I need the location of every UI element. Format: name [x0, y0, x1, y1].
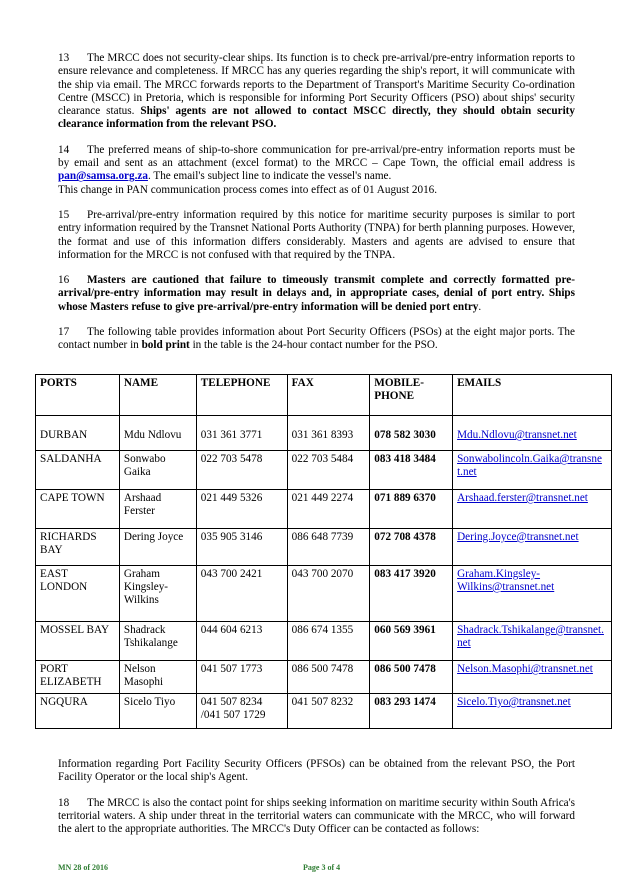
paragraph-text: The preferred means of ship-to-shore communication for pre-arrival/pre-entry information reports must be by email and sent as an attachment (excel format) to the MRCC – Cape Town, the official email address is — [58, 143, 575, 170]
telephone-cell: 043 700 2421 — [196, 566, 287, 622]
port-cell: EAST LONDON — [36, 566, 120, 622]
email-cell — [453, 529, 612, 566]
email-cell — [453, 451, 612, 490]
port-cell: RICHARDS BAY — [36, 529, 120, 566]
fax-cell: 022 703 5484 — [287, 451, 370, 490]
table-row — [36, 694, 612, 729]
table-row — [36, 566, 612, 622]
paragraph-14 — [58, 144, 575, 197]
port-cell: SALDANHA — [36, 451, 120, 490]
name-cell: Graham Kingsley-Wilkins — [119, 566, 196, 622]
telephone-cell: 022 703 5478 — [196, 451, 287, 490]
paragraph-text: The following table provides information about Port Security Officers (PSOs) at the eight major ports. The contact number in — [58, 326, 575, 352]
telephone-cell: 031 361 3771 — [196, 416, 287, 451]
pfso-note: Information regarding Port Facility Security Officers (PFSOs) can be obtained from the relevant PSO, the Port Facility Operator or the local ship's Agent. — [58, 758, 575, 784]
mobile-cell: 060 569 3961 — [370, 622, 453, 661]
port-cell: MOSSEL BAY — [36, 622, 120, 661]
paragraph-text: . The email's subject line to indicate the vessel's name. — [147, 170, 392, 183]
fax-cell: 086 674 1355 — [287, 622, 370, 661]
paragraph-number: 18 — [58, 796, 70, 809]
fax-cell: 086 648 7739 — [287, 529, 370, 566]
paragraph-15 — [58, 209, 575, 262]
telephone-cell: 044 604 6213 — [196, 622, 287, 661]
table-row — [36, 661, 612, 694]
email-cell — [453, 490, 612, 529]
paragraph-number: 17 — [58, 326, 70, 339]
paragraph-number: 15 — [58, 208, 70, 221]
port-cell: DURBAN — [36, 416, 120, 451]
name-cell: Arshaad Ferster — [119, 490, 196, 529]
column-header-ports: PORTS — [36, 375, 120, 416]
table-row — [36, 416, 612, 451]
paragraph-bold-text: bold print — [141, 339, 190, 352]
column-header-emails: EMAILS — [453, 375, 612, 416]
email-link[interactable]: Graham.Kingsley-Wilkins@transnet.net — [457, 568, 555, 593]
mobile-cell: 078 582 3030 — [370, 416, 453, 451]
table-row — [36, 451, 612, 490]
telephone-cell: 041 507 8234 /041 507 1729 — [196, 694, 287, 729]
paragraph-bold-text: Masters are cautioned that failure to timeously transmit complete and correctly formatted pre-arrival/pre-entry information may result in delays and, in appropriate cases, denial of port entry. Ships whose Masters refuse to give pre-arrival/pre-entry information will be denied port entry — [58, 274, 575, 313]
paragraph-13 — [58, 52, 575, 132]
email-link[interactable]: Shadrack.Tshikalange@transnet.net — [457, 624, 604, 649]
email-cell — [453, 694, 612, 729]
telephone-cell: 021 449 5326 — [196, 490, 287, 529]
column-header-fax: FAX — [287, 375, 370, 416]
email-cell — [453, 416, 612, 451]
email-link[interactable]: Sonwabolincoln.Gaika@transnet.net — [457, 453, 602, 478]
paragraph-16 — [58, 274, 575, 314]
table-row — [36, 529, 612, 566]
email-link[interactable]: Dering.Joyce@transnet.net — [457, 531, 579, 543]
paragraph-17 — [58, 326, 575, 353]
fax-cell: 041 507 8232 — [287, 694, 370, 729]
name-cell: Sicelo Tiyo — [119, 694, 196, 729]
mobile-cell: 086 500 7478 — [370, 661, 453, 694]
port-cell: CAPE TOWN — [36, 490, 120, 529]
paragraph-number: 16 — [58, 274, 70, 287]
email-link[interactable]: Arshaad.ferster@transnet.net — [457, 492, 588, 504]
paragraph-number: 14 — [58, 143, 70, 156]
footer-page-number: Page 3 of 4 — [303, 863, 341, 872]
email-link[interactable]: Nelson.Masophi@transnet.net — [457, 663, 593, 675]
paragraph-text: The MRCC is also the contact point for ships seeking information on maritime security within South Africa's territorial waters. A ship under threat in the territorial waters can communicate with the MRCC, who will forward the alert to the appropriate authorities. The MRCC's Duty Officer can be contacted as follows: — [58, 796, 575, 836]
name-cell: Sonwabo Gaika — [119, 451, 196, 490]
telephone-cell: 041 507 1773 — [196, 661, 287, 694]
mobile-cell: 071 889 6370 — [370, 490, 453, 529]
mobile-cell: 083 417 3920 — [370, 566, 453, 622]
paragraph-18 — [58, 797, 575, 837]
email-cell — [453, 622, 612, 661]
pso-contact-table — [35, 374, 612, 729]
document-body-continued — [58, 758, 575, 848]
email-cell — [453, 566, 612, 622]
mobile-cell: 072 708 4378 — [370, 529, 453, 566]
footer-notice-number: MN 28 of 2016 — [58, 863, 108, 872]
column-header-name: NAME — [119, 375, 196, 416]
mobile-cell: 083 293 1474 — [370, 694, 453, 729]
name-cell: Mdu Ndlovu — [119, 416, 196, 451]
paragraph-text: The MRCC does not security-clear ships. Its function is to check pre-arrival/pre-entry information reports to ensure relevance and completeness. If MRCC has any queries regarding the ship's report, it will communicate with the ship via email. The MRCC forwards reports to the Department of Transport's Maritime Security Co-ordination Centre (MSCC) in Pretoria, which is responsible for informing Port Security Officers (PSO) about ships' security clearance status. — [58, 52, 575, 118]
paragraph-bold-text: Ships' agents are not allowed to contact MSCC directly, they should obtain security clearance information from the relevant PSO. — [58, 105, 576, 131]
table-header-row — [36, 375, 612, 416]
document-body — [58, 52, 575, 353]
table-row — [36, 490, 612, 529]
name-cell: Dering Joyce — [119, 529, 196, 566]
port-cell: PORT ELIZABETH — [36, 661, 120, 694]
column-header-mobile: MOBILE- PHONE — [370, 375, 453, 416]
table-row — [36, 622, 612, 661]
paragraph-text: . — [478, 300, 482, 313]
mobile-cell: 083 418 3484 — [370, 451, 453, 490]
telephone-cell: 035 905 3146 — [196, 529, 287, 566]
email-link[interactable]: Mdu.Ndlovu@transnet.net — [457, 429, 577, 441]
email-link[interactable]: Sicelo.Tiyo@transnet.net — [457, 696, 571, 708]
fax-cell: 043 700 2070 — [287, 566, 370, 622]
paragraph-text: in the table is the 24-hour contact number for the PSO. — [192, 339, 438, 352]
fax-cell: 021 449 2274 — [287, 490, 370, 529]
fax-cell: 086 500 7478 — [287, 661, 370, 694]
name-cell: Shadrack Tshikalange — [119, 622, 196, 661]
paragraph-number: 13 — [58, 52, 70, 64]
email-link[interactable]: pan@samsa.org.za — [58, 170, 148, 183]
name-cell: Nelson Masophi — [119, 661, 196, 694]
paragraph-text: This change in PAN communication process comes into effect as of 01 August 2016. — [58, 183, 438, 196]
email-cell — [453, 661, 612, 694]
port-cell: NGQURA — [36, 694, 120, 729]
fax-cell: 031 361 8393 — [287, 416, 370, 451]
paragraph-text: Pre-arrival/pre-entry information required by this notice for maritime security purposes is similar to port entry information required by the Transnet National Ports Authority (TNPA) for berth planning purposes. However, the format and use of this information differs considerably. Masters and agents are advised to ensure that information for the MRCC is not confused with that required by the TNPA. — [58, 208, 575, 261]
column-header-telephone: TELEPHONE — [196, 375, 287, 416]
